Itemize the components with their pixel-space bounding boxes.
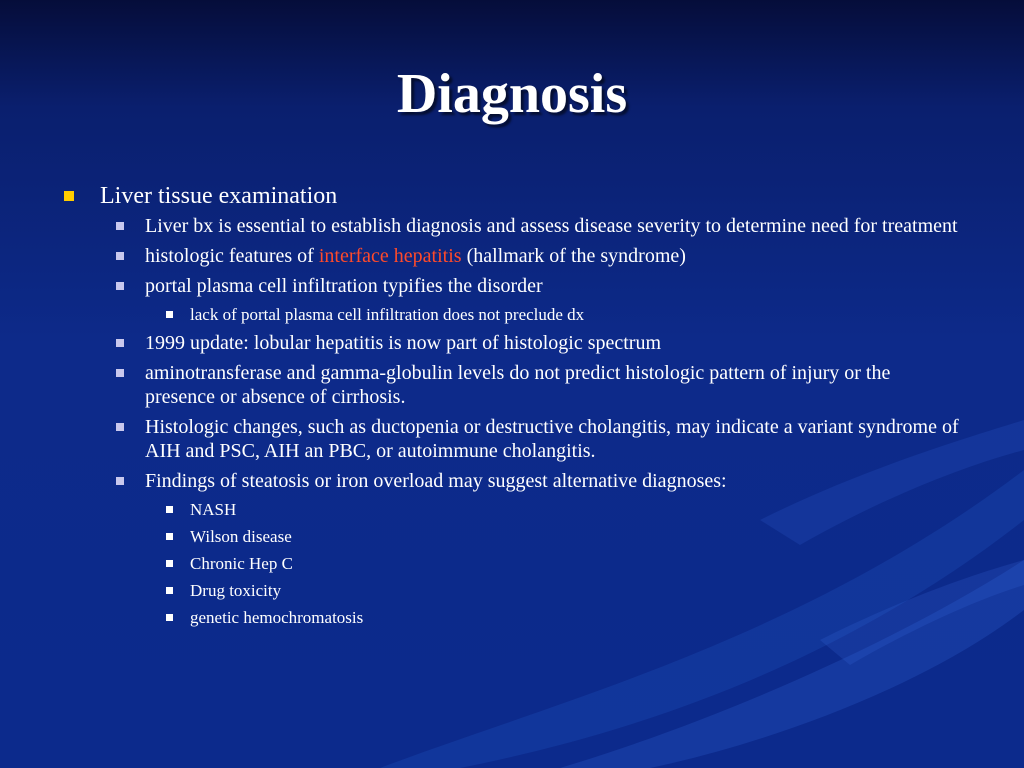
list-item-text: Chronic Hep C: [190, 554, 293, 573]
list-item-text: Liver bx is essential to establish diagnosis and assess disease severity to determine need for treatment: [145, 215, 958, 237]
list-item: [60, 553, 960, 574]
square-bullet-icon: [116, 369, 124, 377]
slide-title: Diagnosis: [396, 63, 628, 125]
list-item: [60, 526, 960, 547]
square-bullet-icon: [64, 191, 74, 201]
list-item-text: genetic hemochromatosis: [190, 608, 364, 627]
list-item-text: 1999 update: lobular hepatitis is now part of histologic spectrum: [145, 332, 662, 354]
square-bullet-icon: [116, 282, 124, 290]
bullet-list: [60, 182, 960, 628]
list-item: [60, 304, 960, 325]
bullet-list-container: [60, 182, 960, 634]
list-item: [60, 607, 960, 628]
list-item: [60, 331, 960, 355]
list-item-text: Histologic changes, such as ductopenia or destructive cholangitis, may indicate a variant syndrome of AIH and PSC, AIH an PBC, or autoimmune cholangitis.: [145, 416, 959, 462]
list-item-text-before: histologic features of: [145, 245, 319, 267]
list-item-text-after: (hallmark of the syndrome): [461, 245, 686, 267]
list-item-text: NASH: [190, 500, 237, 519]
list-item-text: Liver tissue examination: [100, 183, 338, 209]
square-bullet-icon: [116, 222, 124, 230]
square-bullet-icon: [166, 560, 173, 567]
square-bullet-icon: [166, 587, 173, 594]
list-item-text: Drug toxicity: [190, 581, 282, 600]
square-bullet-icon: [166, 506, 173, 513]
list-item-text: aminotransferase and gamma-globulin levels do not predict histologic pattern of injury or the presence or absence of cirrhosis.: [145, 362, 891, 408]
square-bullet-icon: [166, 311, 173, 318]
list-item: [60, 244, 960, 268]
highlighted-term: interface hepatitis: [318, 245, 462, 267]
square-bullet-icon: [166, 533, 173, 540]
square-bullet-icon: [116, 477, 124, 485]
list-item: [60, 361, 960, 409]
list-item-text: portal plasma cell infiltration typifies the disorder: [145, 275, 543, 297]
list-item: [60, 415, 960, 463]
list-item-text: Findings of steatosis or iron overload may suggest alternative diagnoses:: [145, 470, 727, 492]
list-item: [60, 182, 960, 210]
list-item-text: lack of portal plasma cell infiltration does not preclude dx: [190, 305, 585, 324]
list-item: [60, 499, 960, 520]
square-bullet-icon: [116, 423, 124, 431]
list-item: [60, 469, 960, 493]
list-item: [60, 274, 960, 298]
square-bullet-icon: [116, 339, 124, 347]
list-item-text: Wilson disease: [190, 527, 292, 546]
list-item: [60, 580, 960, 601]
square-bullet-icon: [116, 252, 124, 260]
list-item: [60, 214, 960, 238]
square-bullet-icon: [166, 614, 173, 621]
